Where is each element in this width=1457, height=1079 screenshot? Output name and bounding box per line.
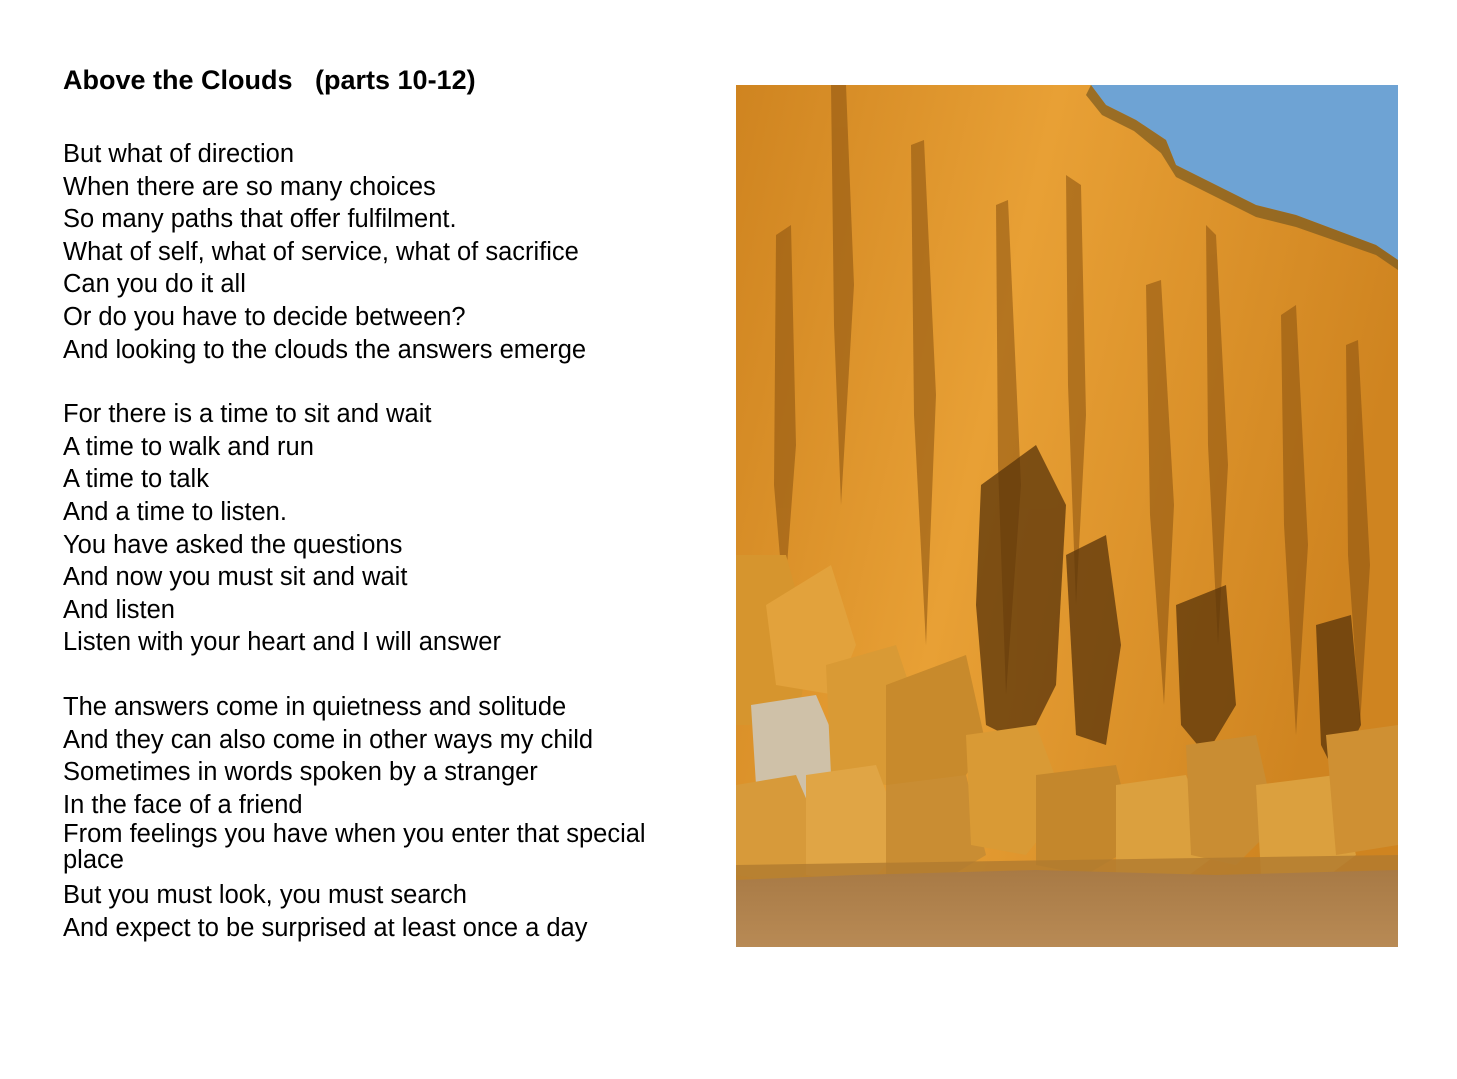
stanza-3: [63, 691, 703, 945]
poem-line: Sometimes in words spoken by a stranger: [63, 758, 538, 787]
poem-line: When there are so many choices: [63, 172, 436, 201]
poem-line: For there is a time to sit and wait: [63, 400, 432, 429]
poem-line: What of self, what of service, what of sacrifice: [63, 237, 579, 266]
poem-line: But you must look, you must search: [63, 881, 467, 910]
poem-title: Above the Clouds (parts 10-12): [63, 65, 476, 95]
poem-line: You have asked the questions: [63, 530, 403, 559]
poem-line: From feelings you have when you enter that special place: [63, 820, 646, 875]
poem-line: Can you do it all: [63, 270, 246, 299]
stanza-2: [63, 398, 703, 659]
poem-line: And they can also come in other ways my child: [63, 725, 594, 754]
beach: [736, 870, 1398, 947]
poem-line: And looking to the clouds the answers emerge: [63, 335, 587, 364]
poem-line: Or do you have to decide between?: [63, 302, 466, 331]
poem-line: A time to talk: [63, 465, 209, 494]
poem-line: And listen: [63, 595, 175, 624]
poem-line: And now you must sit and wait: [63, 563, 408, 592]
poem-line: And a time to listen.: [63, 497, 287, 526]
poem-line: And expect to be surprised at least once a day: [63, 913, 588, 942]
poem-line: But what of direction: [63, 140, 295, 168]
poem-line: A time to walk and run: [63, 432, 314, 461]
poem-line: The answers come in quietness and solitude: [63, 692, 567, 721]
poem: [63, 60, 703, 976]
stanza-1: [63, 138, 703, 366]
poem-line: Listen with your heart and I will answer: [63, 628, 501, 657]
poem-line: In the face of a friend: [63, 790, 303, 819]
poem-line: So many paths that offer fulfilment.: [63, 205, 457, 234]
cliff-photo: [736, 85, 1398, 947]
